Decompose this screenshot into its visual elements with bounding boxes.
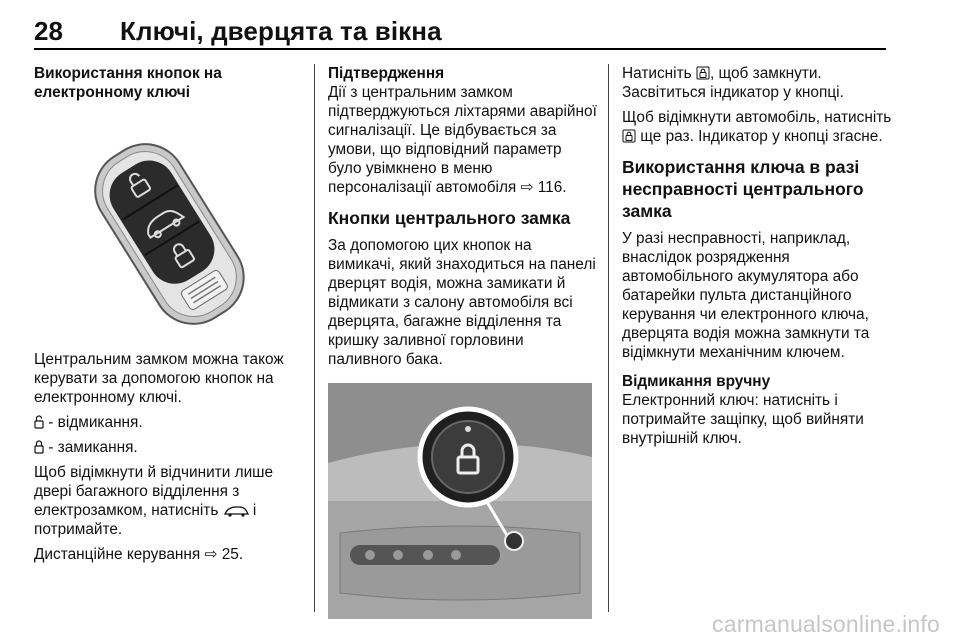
door-panel-illustration bbox=[328, 383, 592, 619]
lock-text: - замикання. bbox=[44, 439, 138, 456]
remote-text-a: Дистанційне керування bbox=[34, 546, 205, 563]
unlock-text: - відмикання. bbox=[44, 414, 143, 431]
page-ref-icon[interactable]: ⇨ bbox=[204, 546, 218, 563]
trunk-icon bbox=[223, 505, 249, 517]
page-title: Ключі, дверцята та вікна bbox=[120, 16, 442, 46]
section-heading-confirmation: Підтвердження bbox=[328, 65, 445, 82]
trunk-text-b: і потримайте. bbox=[34, 502, 257, 538]
press-lock-text-b: , щоб замкнути. Засвітиться індикатор у кнопці. bbox=[622, 65, 844, 101]
key-fob-illustration bbox=[34, 112, 300, 342]
confirmation-text-b: 116. bbox=[533, 179, 567, 196]
confirmation-text-a: Дії з центральним замком підтверджуються ліхтарями аварійної сигналізації. Це відбувається за умови, що відповідний параметр було увімкнено в меню персоналізації автомобіля bbox=[328, 84, 597, 196]
section-heading-key-buttons: Використання кнопок на електронному ключі bbox=[34, 65, 222, 101]
section-heading-manual-unlock: Відмикання вручну bbox=[622, 373, 771, 390]
header-rule bbox=[34, 48, 886, 50]
paragraph-trunk bbox=[34, 463, 304, 539]
paragraph-central-lock-buttons: За допомогою цих кнопок на вимикачі, який знаходиться на панелі дверцят водія, можна замикати й відмикати з салону автомобіля всі дверцята, багажне відділення та кришку заливної горловини паливного бака. bbox=[328, 237, 596, 368]
paragraph-remote bbox=[34, 545, 304, 564]
central-lock-icon bbox=[696, 66, 710, 80]
page-number: 28 bbox=[34, 16, 63, 46]
column-divider-1 bbox=[314, 64, 315, 612]
paragraph-manual-unlock: Електронний ключ: натисніть і потримайте защіпку, щоб вийняти внутрішній ключ. bbox=[622, 392, 864, 447]
remote-text-b: 25. bbox=[217, 546, 244, 563]
unlock-vehicle-text-a: Щоб відімкнути автомобіль, натисніть bbox=[622, 109, 892, 126]
unlock-line bbox=[34, 413, 304, 432]
central-lock-icon bbox=[622, 129, 636, 143]
lock-line bbox=[34, 438, 304, 457]
trunk-text-a: Щоб відімкнути й відчинити лише двері багажного відділення з електрозамком, натисніть bbox=[34, 464, 274, 519]
watermark: carmanualsonline.info bbox=[712, 611, 940, 637]
section-heading-central-lock-buttons: Кнопки центрального замка bbox=[328, 208, 571, 228]
page-header bbox=[34, 0, 886, 49]
column-divider-2 bbox=[608, 64, 609, 612]
paragraph-press-lock bbox=[622, 64, 892, 102]
unlock-vehicle-text-b: ще раз. Індикатор у кнопці згасне. bbox=[636, 128, 883, 145]
unlock-icon bbox=[34, 415, 44, 429]
column-2 bbox=[328, 64, 598, 619]
paragraph-malfunction: У разі несправності, наприклад, внаслідок розрядження автомобільного акумулятора або батарейки пульта дистанційного керування чи електронного ключа, дверцята водія можна замкнути та відімкнути механічним ключем. bbox=[622, 230, 870, 361]
paragraph-key-buttons: Центральним замком можна також керувати за допомогою кнопок на електронному ключі. bbox=[34, 351, 284, 406]
section-heading-key-malfunction: Використання ключа в разі несправності центрального замка bbox=[622, 157, 864, 221]
column-1 bbox=[34, 64, 304, 564]
lock-icon bbox=[34, 440, 44, 454]
page-ref-icon[interactable]: ⇨ bbox=[520, 179, 534, 196]
paragraph-confirmation bbox=[328, 83, 598, 197]
paragraph-unlock-vehicle bbox=[622, 108, 892, 146]
press-lock-text-a: Натисніть bbox=[622, 65, 696, 82]
column-3 bbox=[622, 64, 892, 448]
